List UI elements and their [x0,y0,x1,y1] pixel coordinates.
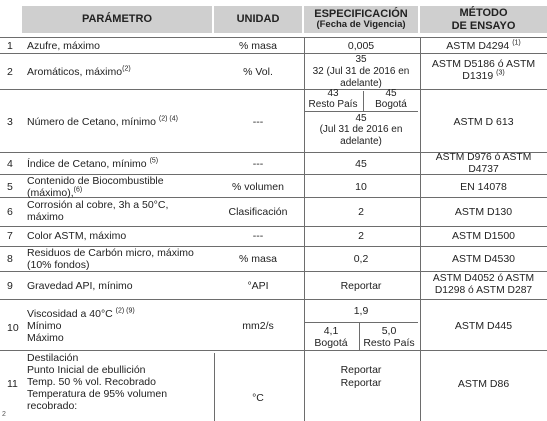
unit-cell: --- [252,230,264,242]
row-number: 11 [7,378,18,390]
method-cell: EN 14078 [460,181,507,193]
row-number: 8 [7,253,13,265]
header-especificacion: ESPECIFICACIÓN (Fecha de Vigencia) [304,6,418,33]
spec-cell: 1,9 [353,305,369,317]
header-unidad: UNIDAD [214,6,302,33]
spec-cell-resto-pais: 5,0 Resto País [363,325,415,349]
col-divider [420,37,421,421]
header-metodo: MÉTODO DE ENSAYO [420,6,547,33]
spec-divider [304,322,418,323]
method-cell: ASTM D976 ó ASTM D4737 [435,152,532,176]
unit-cell: °API [247,280,269,292]
spec-divider [304,111,418,112]
method-cell: ASTM D4530 [451,253,516,265]
col-divider [214,353,215,421]
spec-cell: 10 [355,181,367,193]
method-cell: ASTM D445 [454,320,513,332]
unit-cell: % masa [239,253,277,265]
page-mark: 2 [2,411,6,418]
unit-cell: mm2/s [242,320,274,332]
param-label: Color ASTM, máximo [27,230,127,242]
spec-cell: 0,2 [353,253,369,265]
row-divider [0,89,547,90]
spec-cell-resto-pais: 43 Resto País [308,88,358,110]
row-divider [0,350,547,351]
unit-cell: °C [252,392,264,404]
param-label: Contenido de Biocombustible (máximo),$^{(6)}$ [27,175,164,200]
spec-cell: 45 [355,158,367,170]
row-number: 9 [7,280,13,292]
spec-cell-bogota: 4,1 Bogotá [314,325,348,349]
spec-cell: 2 [358,230,364,242]
param-label: Azufre, máximo [27,40,100,52]
row-number: 1 [7,40,13,52]
method-cell: ASTM D86 [457,378,510,390]
row-number: 5 [7,181,13,193]
spec-cell: Reportar [340,280,382,292]
param-label: Residuos de Carbón micro, máximo (10% fondos) [27,247,194,272]
spec-cell: Reportar [340,377,382,389]
unit-cell: --- [252,158,264,170]
unit-cell: Clasificación [228,206,288,218]
param-label: Aromáticos, máximo$^{(2)}$ [27,65,131,78]
row-number: 4 [7,158,13,170]
param-label: Índice de Cetano, mínimo $^{(5)}$ [27,157,159,170]
row-number: 7 [7,230,13,242]
method-cell: ASTM D4052 ó ASTM D1298 ó ASTM D287 [432,273,535,297]
row-divider [0,37,547,38]
unit-cell: --- [252,116,264,128]
row-divider [0,226,547,227]
unit-cell: % Vol. [243,66,273,78]
param-label: Corrosión al cobre, 3h a 50°C, máximo [27,199,169,224]
param-label: Gravedad API, mínimo [27,280,133,292]
row-number: 10 [7,322,19,334]
method-cell: ASTM D4294 $^{(1)}$ [446,39,521,52]
param-label: Número de Cetano, mínimo $^{(2) (4)}$ [27,115,178,128]
unit-cell: % masa [239,40,277,52]
spec-cell: 35 32 (Jul 31 de 2016 en adelante) [312,54,410,89]
method-cell: ASTM D130 [454,206,513,218]
method-cell: ASTM D 613 [453,116,514,128]
header-parametro: PARÁMETRO [22,6,212,33]
param-label: Viscosidad a 40°C $^{(2) (9)}$ Mínimo Máximo [27,307,135,345]
spec-cell: 2 [358,206,364,218]
spec-cell: 45 (Jul 31 de 2016 en adelante) [319,113,403,147]
param-label: Destilación Punto Inicial de ebullición Temp. 50 % vol. Recobrado Temperatura de 95% volumen recobrado: [27,352,168,413]
row-number: 2 [7,66,13,78]
unit-cell: % volumen [232,181,284,193]
spec-cell-bogota: 45 Bogotá [375,88,407,110]
row-number: 6 [7,206,13,218]
method-cell: ASTM D5186 ó ASTM D1319 $^{(3)}$ [431,58,536,83]
method-cell: ASTM D1500 [451,230,516,242]
spec-cell: Reportar [340,364,382,376]
row-divider [0,299,547,300]
spec-cell: 0,005 [347,40,375,52]
row-number: 3 [7,116,13,128]
row-divider [0,53,547,54]
